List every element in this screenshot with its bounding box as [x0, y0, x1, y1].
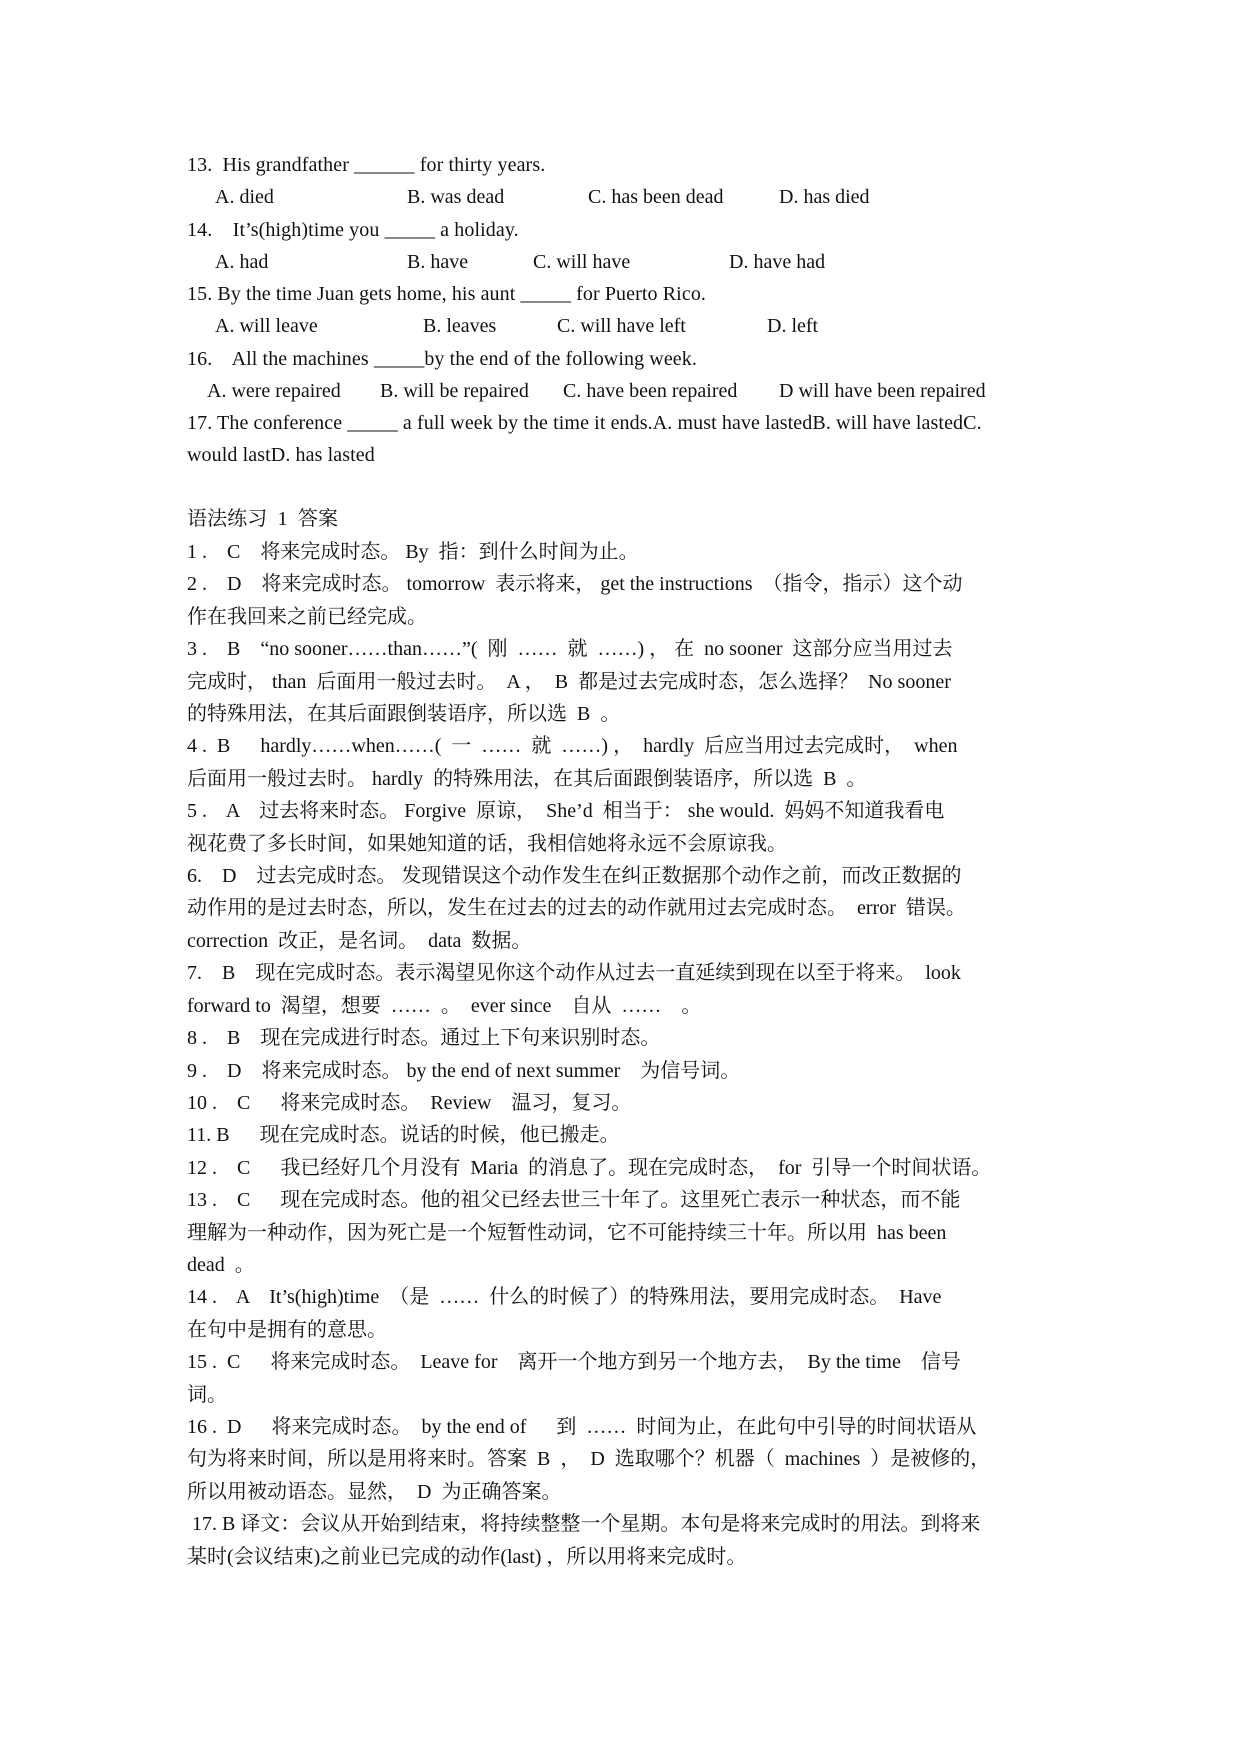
answer-line: 的特殊用法，在其后面跟倒装语序，所以选 B 。 — [187, 703, 621, 726]
answer-line: 15 . C 将来完成时态。 Leave for 离开一个地方到另一个地方去， By the time 信号 — [187, 1351, 961, 1374]
answer-line: 词。 — [187, 1383, 227, 1406]
question-14-option-a: A. had — [215, 251, 269, 273]
answer-line: 8 . B 现在完成进行时态。通过上下句来识别时态。 — [187, 1027, 661, 1050]
answers-title: 语法练习 1 答案 — [187, 508, 339, 530]
question-15-option-c: C. will have left — [557, 315, 686, 337]
question-14-option-c: C. will have — [533, 251, 631, 273]
answer-line: 某时(会议结束)之前业已完成的动作(last) ，所以用将来完成时。 — [187, 1545, 747, 1568]
question-13-option-a: A. died — [215, 186, 274, 208]
answer-line: 在句中是拥有的意思。 — [187, 1318, 387, 1341]
answer-line: forward to 渴望，想要 …… 。 ever since 自从 …… 。 — [187, 994, 702, 1017]
question-13-option-b: B. was dead — [407, 186, 505, 208]
question-15-option-b: B. leaves — [423, 315, 497, 337]
answer-line: 后面用一般过去时。 hardly 的特殊用法，在其后面跟倒装语序，所以选 B 。 — [187, 767, 867, 790]
answer-line: 句为将来时间，所以是用将来时。答案 B ， D 选取哪个？机器（ machines ）是被修的， — [187, 1448, 991, 1471]
question-17-stem: 17. The conference _____ a full week by the time it ends.A. must have lastedB. will have lastedC. — [187, 412, 982, 434]
answer-line: 13 . C 现在完成时态。他的祖父已经去世三十年了。这里死亡表示一种状态，而不能 — [187, 1189, 961, 1212]
question-16-option-d: D will have been repaired — [779, 380, 986, 402]
answer-line: 作在我回来之前已经完成。 — [187, 605, 427, 628]
question-14-option-d: D. have had — [729, 251, 826, 273]
question-13-stem: 13. His grandfather ______ for thirty years. — [187, 154, 546, 176]
question-16-stem: 16. All the machines _____by the end of the following week. — [187, 348, 697, 370]
answer-line: 理解为一种动作，因为死亡是一个短暂性动词，它不可能持续三十年。所以用 has been — [187, 1221, 947, 1244]
answer-line: dead 。 — [187, 1253, 255, 1276]
question-13-option-c: C. has been dead — [588, 186, 724, 208]
answer-line: 11. B 现在完成时态。说话的时候，他已搬走。 — [187, 1124, 620, 1147]
answer-line: 10 . C 将来完成时态。 Review 温习，复习。 — [187, 1091, 632, 1114]
question-15-stem: 15. By the time Juan gets home, his aunt _____ for Puerto Rico. — [187, 283, 707, 305]
question-15-option-a: A. will leave — [215, 315, 318, 337]
answer-line: 5 . A 过去将来时态。 Forgive 原谅， She’d 相当于： she would. 妈妈不知道我看电 — [187, 800, 945, 823]
answer-line: 17. B 译文：会议从开始到结束，将持续整整一个星期。本句是将来完成时的用法。到将来 — [187, 1513, 981, 1536]
question-14-stem: 14. It’s(high)time you _____ a holiday. — [187, 219, 519, 241]
answer-line: 所以用被动语态。显然， D 为正确答案。 — [187, 1480, 562, 1503]
question-16-option-b: B. will be repaired — [380, 380, 529, 402]
answer-line: 完成时， than 后面用一般过去时。 A ， B 都是过去完成时态，怎么选择？ No sooner — [187, 670, 951, 693]
answer-line: 动作用的是过去时态，所以，发生在过去的过去的动作就用过去完成时态。 error 错误。 — [187, 897, 966, 920]
answer-line: 3 . B “no sooner……than……”( 刚 …… 就 ……) ， 在 no sooner 这部分应当用过去 — [187, 638, 953, 661]
question-17-continuation: would lastD. has lasted — [187, 444, 375, 466]
question-16-option-a: A. were repaired — [207, 380, 341, 402]
question-14-option-b: B. have — [407, 251, 469, 273]
answer-line: 14 . A It’s(high)time （是 …… 什么的时候了）的特殊用法，要用完成时态。 Have — [187, 1286, 942, 1309]
answer-line: 1 . C 将来完成时态。 By 指：到什么时间为止。 — [187, 541, 639, 563]
answer-line: 9 . D 将来完成时态。 by the end of next summer 为信号词。 — [187, 1059, 741, 1082]
answer-line: 16 . D 将来完成时态。 by the end of 到 …… 时间为止，在此句中引导的时间状语从 — [187, 1415, 977, 1438]
question-13-option-d: D. has died — [779, 186, 870, 208]
answer-line: 4 . B hardly……when……( 一 …… 就 ……) ， hardly 后应当用过去完成时， when — [187, 735, 958, 758]
answer-line: correction 改正，是名词。 data 数据。 — [187, 929, 532, 952]
question-16-option-c: C. have been repaired — [563, 380, 738, 402]
answer-line: 12 . C 我已经好几个月没有 Maria 的消息了。现在完成时态， for 引导一个时间状语。 — [187, 1156, 992, 1179]
answer-line: 7. B 现在完成时态。表示渴望见你这个动作从过去一直延续到现在以至于将来。 look — [187, 962, 961, 985]
answer-line: 6. D 过去完成时态。 发现错误这个动作发生在纠正数据那个动作之前，而改正数据的 — [187, 865, 962, 888]
question-15-option-d: D. left — [767, 315, 819, 337]
answers-block — [187, 536, 1067, 1573]
answer-line: 2 . D 将来完成时态。 tomorrow 表示将来， get the instructions （指令，指示）这个动 — [187, 573, 963, 596]
answer-line: 视花费了多长时间，如果她知道的话，我相信她将永远不会原谅我。 — [187, 832, 787, 855]
